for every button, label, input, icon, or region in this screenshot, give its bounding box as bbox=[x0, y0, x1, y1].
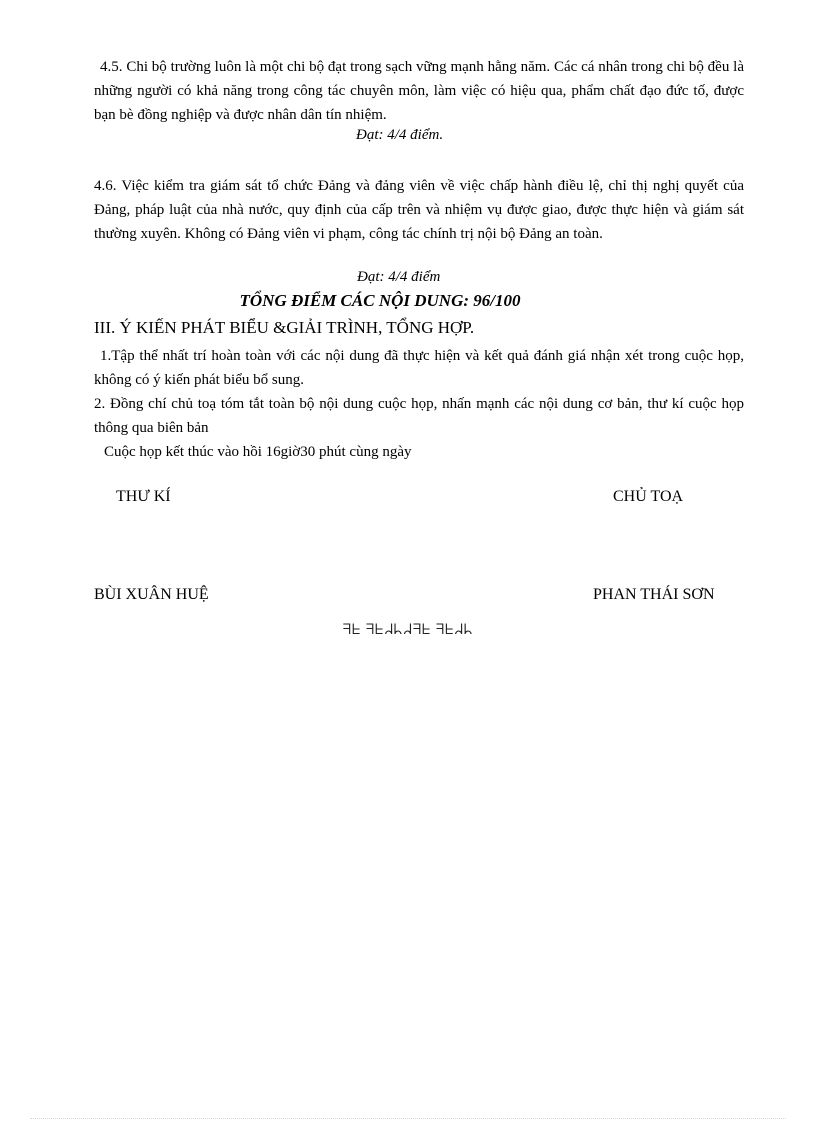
secretary-name: BÙI XUÂN HUỆ bbox=[94, 586, 209, 603]
section-4-6-text: 4.6. Việc kiểm tra giám sát tổ chức Đảng và đảng viên về việc chấp hành điều lệ, chỉ thị nghị quyết của Đảng, pháp luật của nhà nước, quy định của cấp trên và nhiệm vụ được giao, được thực hiện và giám sát thường xuyên. Không có Đảng viên vi phạm, công tác chính trị nội bộ Đảng an toàn. bbox=[94, 178, 744, 242]
secretary-title: THƯ KÍ bbox=[116, 488, 171, 505]
total-score-heading: TỔNG ĐIỂM CÁC NỘI DUNG: 96/100 bbox=[239, 291, 521, 310]
section-iii-heading: III. Ý KIẾN PHÁT BIỂU &GIẢI TRÌNH, TỔNG HỢP. bbox=[94, 318, 475, 337]
meeting-closing-line: Cuộc họp kết thúc vào hồi 16giờ30 phút cùng ngày bbox=[104, 444, 412, 460]
page-bottom-divider bbox=[30, 1118, 786, 1119]
section-iii-item-2: 2. Đồng chí chủ toạ tóm tắt toàn bộ nội dung cuộc họp, nhấn mạnh các nội dung cơ bản, thư kí cuộc họp thông qua biên bản bbox=[94, 396, 744, 436]
chair-title: CHỦ TOẠ bbox=[613, 488, 684, 505]
decorative-ornament: ᖷᖶ ᖷᖶᖹᖺᖹᖷᖶ ᖷᖶᖹᖺ bbox=[342, 623, 474, 638]
chair-name: PHAN THÁI SƠN bbox=[593, 586, 715, 603]
section-4-5-score: Đạt: 4/4 điểm. bbox=[356, 127, 444, 143]
section-iii-item-1: 1.Tập thể nhất trí hoàn toàn với các nội dung đã thực hiện và kết quả đánh giá nhận xét trong cuộc họp, không có ý kiến phát biểu bổ sung. bbox=[94, 348, 744, 388]
section-4-6-score: Đạt: 4/4 điểm bbox=[357, 269, 441, 285]
section-4-5-text: 4.5. Chi bộ trường luôn là một chi bộ đạt trong sạch vững mạnh hằng năm. Các cá nhân trong chi bộ đều là những người có khả năng trong công tác chuyên môn, làm việc có hiệu qua, phẩm chất đạo đức tố, được bạn bè đồng nghiệp và được nhân dân tín nhiệm. bbox=[94, 59, 744, 123]
